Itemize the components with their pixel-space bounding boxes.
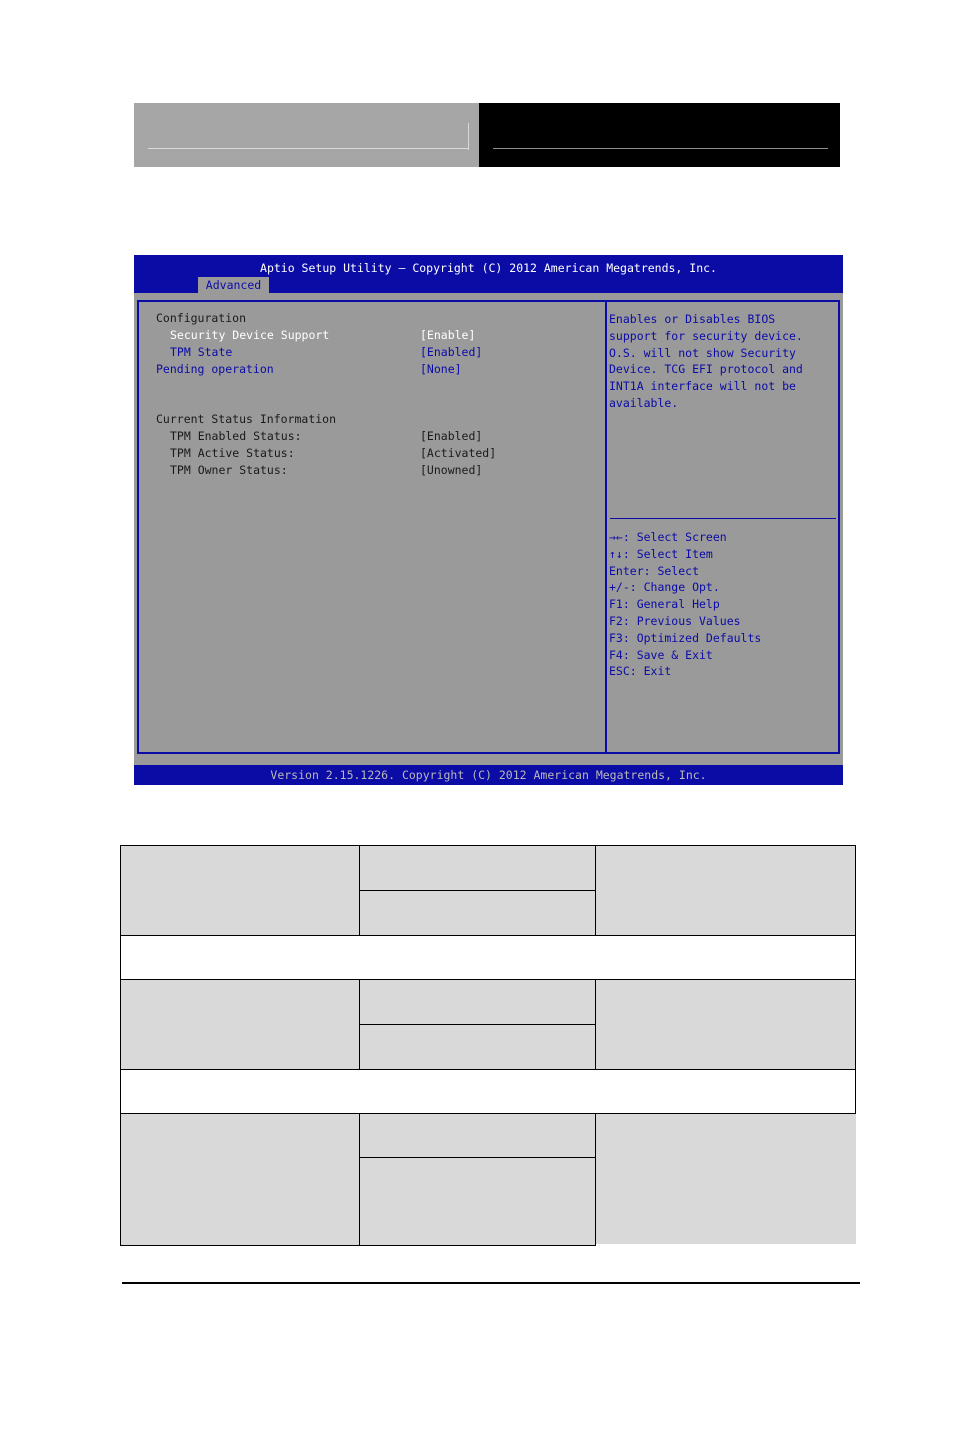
table-line [120,1113,856,1114]
security-device-support-value[interactable]: [Enable] [420,328,476,342]
table-cell-choice-2a [359,979,595,1024]
table-line [595,845,596,935]
table-border-left [120,845,121,1246]
help-line: available. [609,395,679,410]
tpm-active-status-value: [Activated] [420,446,497,460]
table-line [359,1113,360,1246]
tab-advanced[interactable]: Advanced [198,277,269,293]
table-line [120,979,856,980]
tpm-owner-status-label: TPM Owner Status: [170,463,288,477]
table-cell-desc-2 [595,979,856,1069]
table-line [120,1069,856,1070]
table-line [120,935,856,936]
bios-panel-divider [605,300,607,754]
table-cell-option-2 [120,979,359,1069]
table-line [359,1024,595,1025]
table-border-bottom [120,1245,595,1246]
key-help-list [609,529,839,680]
table-line [595,1113,596,1246]
header-left-tick [468,123,469,150]
tpm-enabled-status-label: TPM Enabled Status: [170,429,302,443]
item-help-text [609,311,839,412]
table-cell-option-1 [120,845,359,935]
pending-operation-value[interactable]: [None] [420,362,462,376]
tpm-state-label[interactable]: TPM State [170,345,233,359]
header-left-rule [148,148,469,149]
table-cell-choice-3a [359,1113,595,1157]
table-cell-choice-1b [359,890,595,935]
table-cell-desc-3 [595,1113,856,1244]
bios-screenshot [134,255,843,785]
key-help-select-screen: →←: Select Screen [609,530,727,544]
key-help-select-item: ↑↓: Select Item [609,546,713,561]
table-line [359,979,360,1069]
table-cell-choice-3b [359,1157,595,1246]
bios-help-divider [610,518,836,519]
page-header-right-band [479,103,840,167]
table-cell-desc-1 [595,845,856,935]
security-device-support-label[interactable]: Security Device Support [170,328,330,342]
tpm-owner-status-value: [Unowned] [420,463,483,477]
header-right-rule [493,148,828,149]
option-table [120,845,856,1246]
bios-title: Aptio Setup Utility – Copyright (C) 2012 American Megatrends, Inc. [260,261,717,275]
table-row-spacer-1 [120,935,856,979]
table-border-right [855,979,856,1113]
table-line [359,1157,595,1158]
page-header-left-band [134,103,479,167]
table-border-top [120,845,856,846]
key-help-change-opt: +/-: Change Opt. [609,580,720,595]
table-row-spacer-2 [120,1069,856,1113]
table-cell-choice-2b [359,1024,595,1069]
tpm-enabled-status-value: [Enabled] [420,429,483,443]
table-line [595,979,596,1069]
status-heading: Current Status Information [156,412,337,426]
table-line [359,845,360,935]
help-line: Device. TCG EFI protocol and [609,362,803,377]
help-line: O.S. will not show Security [609,345,796,360]
table-cell-option-3 [120,1113,359,1246]
key-help-f1: F1: General Help [609,597,720,612]
help-line: support for security device. [609,328,803,343]
bios-version-text: Version 2.15.1226. Copyright (C) 2012 American Megatrends, Inc. [270,768,707,782]
key-help-f3: F3: Optimized Defaults [609,630,762,645]
configuration-heading: Configuration [156,311,247,325]
pending-operation-label[interactable]: Pending operation [156,362,274,376]
tpm-active-status-label: TPM Active Status: [170,446,295,460]
page-footer-rule [122,1282,860,1284]
table-border-right [855,845,856,979]
key-help-f2: F2: Previous Values [609,613,741,628]
help-line: INT1A interface will not be [609,379,796,394]
help-line: Enables or Disables BIOS [609,312,776,326]
tpm-state-value[interactable]: [Enabled] [420,345,483,359]
table-line [359,890,595,891]
key-help-f4: F4: Save & Exit [609,647,713,662]
key-help-esc: ESC: Exit [609,664,672,679]
table-cell-choice-1a [359,845,595,890]
key-help-enter: Enter: Select [609,563,700,578]
